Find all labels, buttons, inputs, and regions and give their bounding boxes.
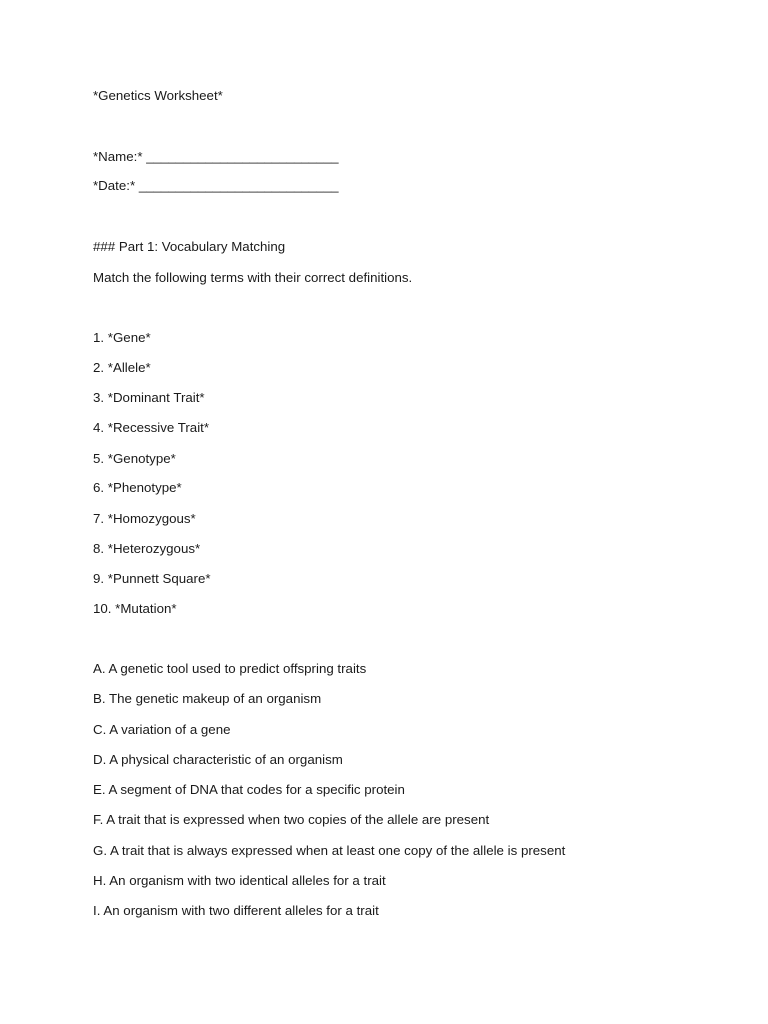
definition-item: H. An organism with two identical alleles for a trait (93, 873, 386, 888)
term-item: 1. *Gene* (93, 330, 151, 345)
term-item: 8. *Heterozygous* (93, 541, 201, 556)
name-field: *Name:* __________________________ (93, 149, 339, 164)
term-item: 6. *Phenotype* (93, 480, 182, 495)
date-field: *Date:* ___________________________ (93, 178, 339, 193)
worksheet-title: *Genetics Worksheet* (93, 88, 223, 103)
term-item: 7. *Homozygous* (93, 511, 196, 526)
definition-item: G. A trait that is always expressed when at least one copy of the allele is present (93, 843, 566, 858)
definition-item: B. The genetic makeup of an organism (93, 691, 322, 706)
definition-item: C. A variation of a gene (93, 722, 231, 737)
part1-heading: ### Part 1: Vocabulary Matching (93, 239, 286, 254)
term-item: 2. *Allele* (93, 360, 151, 375)
term-item: 5. *Genotype* (93, 451, 176, 466)
definition-item: E. A segment of DNA that codes for a specific protein (93, 782, 405, 797)
definition-item: F. A trait that is expressed when two copies of the allele are present (93, 812, 490, 827)
definition-item: D. A physical characteristic of an organism (93, 752, 343, 767)
definition-item: I. An organism with two different alleles for a trait (93, 903, 379, 918)
definition-item: A. A genetic tool used to predict offspring traits (93, 661, 367, 676)
term-item: 9. *Punnett Square* (93, 571, 211, 586)
part1-instructions: Match the following terms with their correct definitions. (93, 270, 413, 285)
term-item: 3. *Dominant Trait* (93, 390, 205, 405)
term-item: 10. *Mutation* (93, 601, 177, 616)
term-item: 4. *Recessive Trait* (93, 420, 210, 435)
